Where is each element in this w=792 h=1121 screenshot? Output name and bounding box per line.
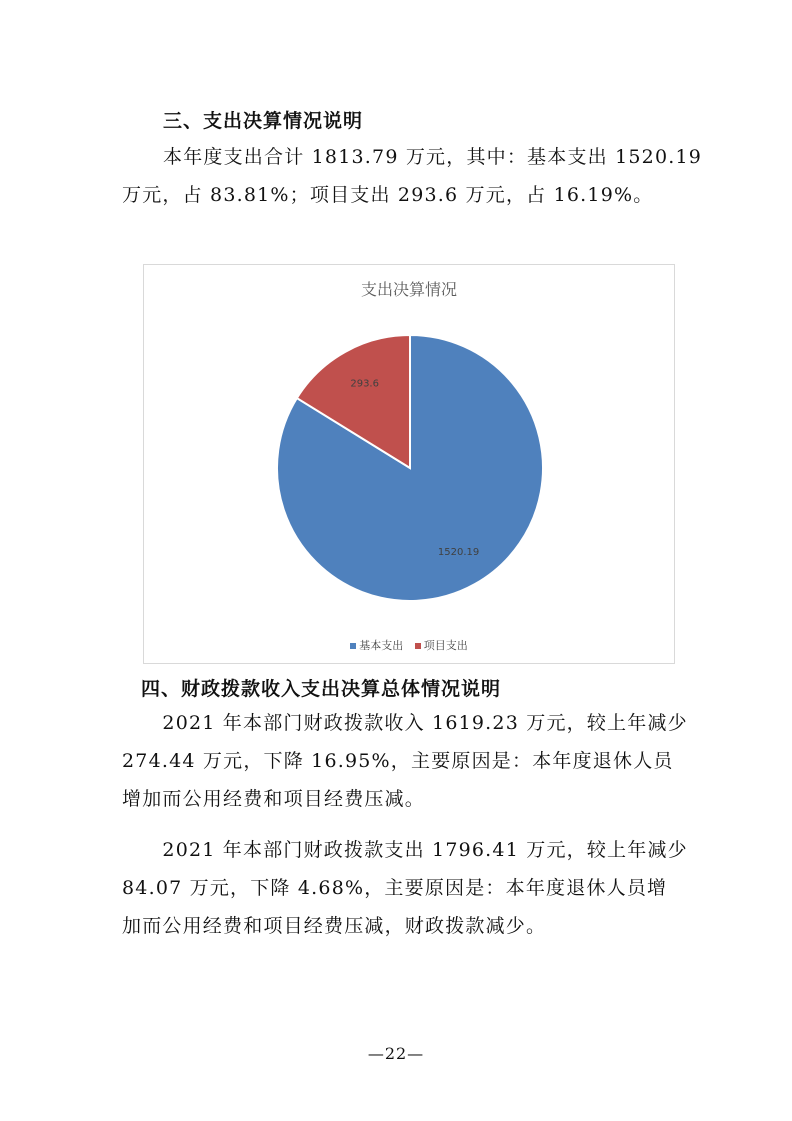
chart-title: 支出决算情况 <box>360 280 457 299</box>
legend-item-project <box>415 637 468 653</box>
section-3-paragraph <box>122 138 702 214</box>
paragraph-line: 加而公用经费和项目经费压减，财政拨款减少。 <box>122 915 547 937</box>
section-4-heading: 四、财政拨款收入支出决算总体情况说明 <box>141 678 502 700</box>
paragraph-line: 2021 年本部门财政拨款收入 1619.23 万元，较上年减少 <box>122 712 688 734</box>
page-number: —22— <box>367 1044 425 1063</box>
legend-label-project: 项目支出 <box>423 639 468 652</box>
legend-swatch-project <box>415 643 421 649</box>
paragraph-line: 本年度支出合计 1813.79 万元，其中：基本支出 1520.19 <box>163 146 703 168</box>
pie-label-basic: 1520.19 <box>437 547 480 559</box>
pie-chart-canvas <box>144 265 676 665</box>
section-3-heading: 三、支出决算情况说明 <box>163 110 364 132</box>
paragraph-line: 万元，占 83.81%；项目支出 293.6 万元，占 16.19%。 <box>122 184 654 206</box>
chart-legend <box>144 637 674 653</box>
pie-chart <box>143 264 675 664</box>
paragraph-line: 2021 年本部门财政拨款支出 1796.41 万元，较上年减少 <box>122 839 688 861</box>
pie-label-project: 293.6 <box>350 378 379 390</box>
section-4-paragraph-1 <box>122 704 688 818</box>
legend-swatch-basic <box>350 643 356 649</box>
section-4-paragraph-2 <box>122 831 688 945</box>
paragraph-line: 增加而公用经费和项目经费压减。 <box>122 788 426 810</box>
paragraph-line: 84.07 万元，下降 4.68%，主要原因是：本年度退休人员增 <box>122 877 668 899</box>
legend-item-basic <box>350 637 403 653</box>
paragraph-line: 274.44 万元，下降 16.95%，主要原因是：本年度退休人员 <box>122 750 674 772</box>
legend-label-basic: 基本支出 <box>359 639 404 652</box>
